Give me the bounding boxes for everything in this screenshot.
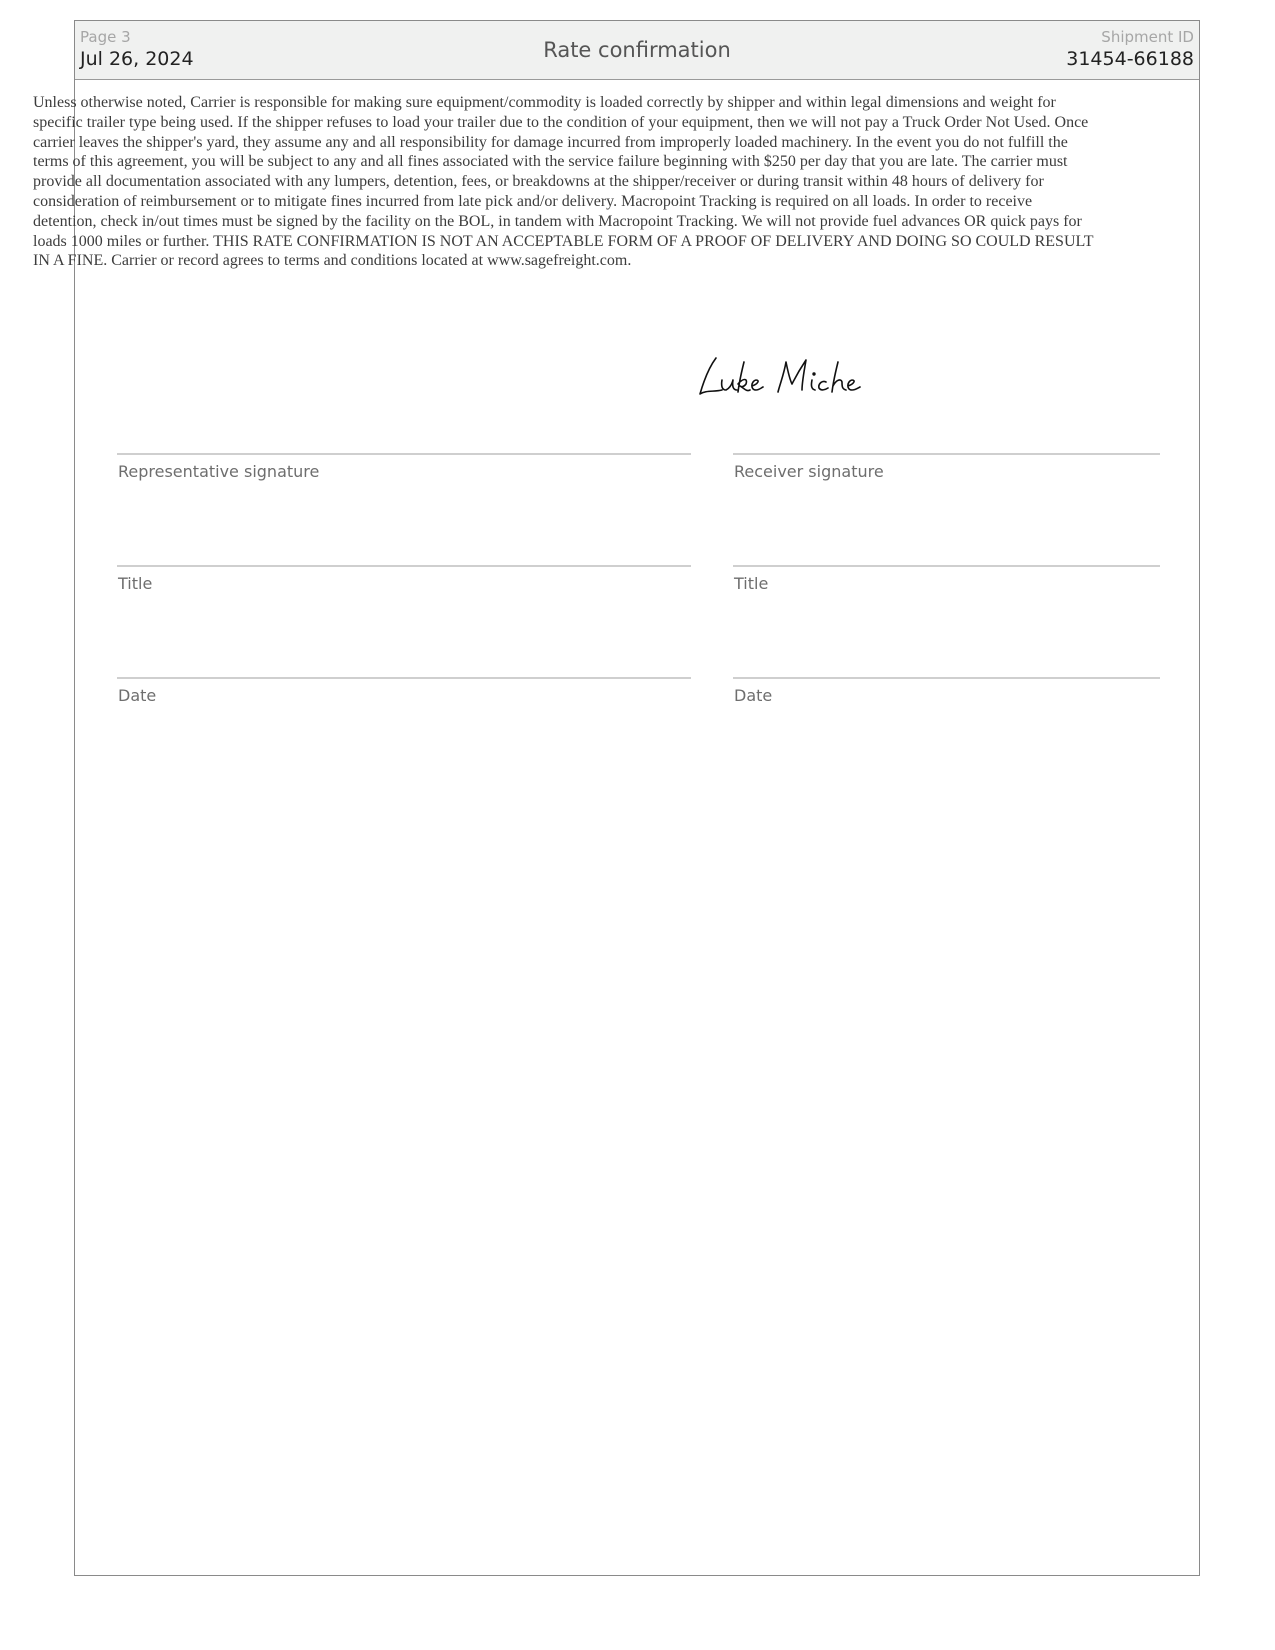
receiver-signature-line[interactable] <box>733 453 1160 455</box>
shipment-id-label: Shipment ID <box>1101 28 1194 46</box>
receiver-date-label: Date <box>734 686 773 705</box>
representative-title-label: Title <box>118 574 153 593</box>
receiver-date-line[interactable] <box>733 677 1160 679</box>
document-date: Jul 26, 2024 <box>80 48 194 70</box>
receiver-title-line[interactable] <box>733 565 1160 567</box>
header-right <box>1066 28 1194 72</box>
page-number: Page 3 <box>80 28 131 46</box>
receiver-signature-label: Receiver signature <box>734 462 884 481</box>
shipment-id-value: 31454-66188 <box>1066 48 1194 70</box>
representative-signature-line[interactable] <box>117 453 691 455</box>
representative-date-line[interactable] <box>117 677 691 679</box>
document-title: Rate confirmation <box>543 38 731 62</box>
page-header <box>75 21 1199 80</box>
representative-date-label: Date <box>118 686 157 705</box>
terms-and-conditions: Unless otherwise noted, Carrier is responsible for making sure equipment/commodity is loaded correctly by shipper and within legal dimensions and weight for specific trailer type being used. If the shipper refuses to load your trailer due to the condition of your equipment, then we will not pay a Truck Order Not Used. Once carrier leaves the shipper's yard, they assume any and all responsibility for damage incurred from improperly loaded machinery. In the event you do not fulfill the terms of this agreement, you will be subject to any and all fines associated with the service failure beginning with $250 per day that you are late. The carrier must provide all documentation associated with any lumpers, detention, fees, or breakdowns at the shipper/receiver or during transit within 48 hours of delivery for consideration of reimbursement or to mitigate fines incurred from late pick and/or delivery. Macropoint Tracking is required on all loads. In order to receive detention, check in/out times must be signed by the facility on the BOL, in tandem with Macropoint Tracking. We will not provide fuel advances OR quick pays for loads 1000 miles or further. THIS RATE CONFIRMATION IS NOT AN ACCEPTABLE FORM OF A PROOF OF DELIVERY AND DOING SO COULD RESULT IN A FINE. Carrier or record agrees to terms and conditions located at www.sagefreight.com. <box>33 94 1094 270</box>
receiver-handwritten-signature <box>688 340 888 400</box>
representative-title-line[interactable] <box>117 565 691 567</box>
representative-signature-label: Representative signature <box>118 462 320 481</box>
receiver-title-label: Title <box>734 574 769 593</box>
